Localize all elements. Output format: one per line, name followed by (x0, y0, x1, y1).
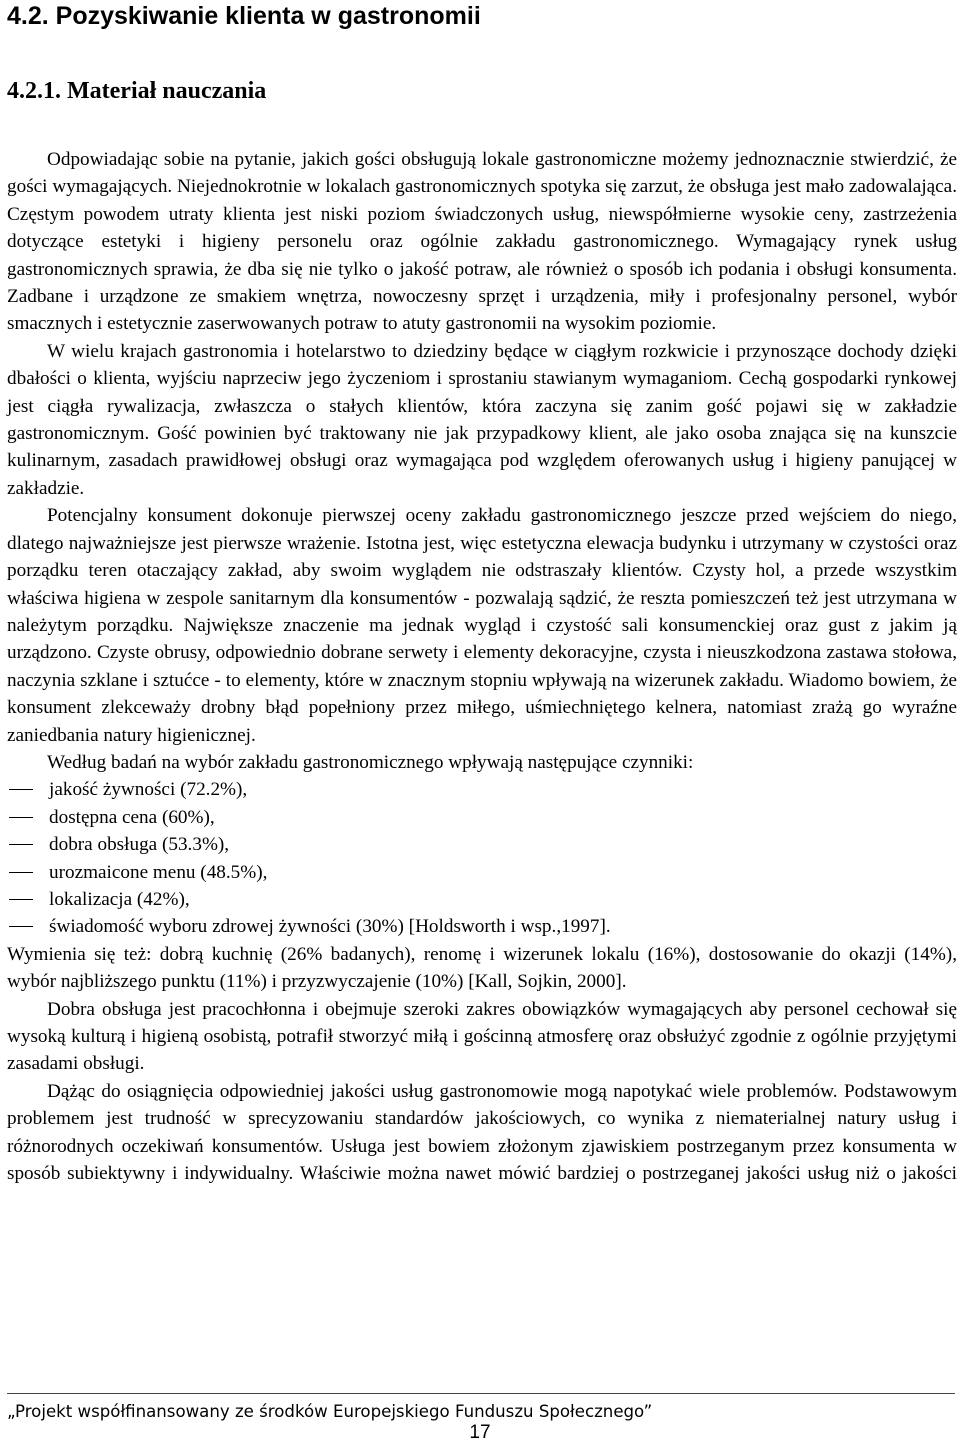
dash-bullet-icon (9, 899, 33, 900)
footer-divider (7, 1393, 955, 1394)
paragraph-6: Dobra obsługa jest pracochłonna i obejmuje szeroki zakres obowiązków wymagających aby personel cechował się wysoką kulturą i higieną osobistą, potrafił stworzyć miłą i gościnną atmosferę oraz obsłużyć zgodnie z ogólnie przyjętymi zasadami obsługi. (7, 998, 957, 1075)
list-item-text: dostępna cena (60%), (49, 806, 215, 828)
factors-list (7, 776, 957, 940)
paragraph-1: Odpowiadając sobie na pytanie, jakich gości obsługują lokale gastronomiczne możemy jednoznacznie stwierdzić, że gości wymagających. Niejednokrotnie w lokalach gastronomicznych spotyka się zarzut, że obsługa jest mało zadowalająca. Częstym powodem utraty klienta jest niski poziom świadczonych usług, niewspółmierne wysokie ceny, zastrzeżenia dotyczące estetyki i higieny personelu oraz ogólnie zakładu gastronomicznego. Wymagający rynek usług gastronomicznych sprawia, że dba się nie tylko o jakość potraw, ale również o sposób ich podania i obsługi konsumenta. Zadbane i urządzone ze smakiem wnętrza, nowoczesny sprzęt i urządzenia, miły i profesjonalny personel, wybór smacznych i estetycznie zaserwowanych potraw to atuty gastronomii na wysokim poziomie. (7, 149, 957, 335)
list-item (7, 776, 957, 803)
paragraph-2: W wielu krajach gastronomia i hotelarstwo to dziedziny będące w ciągłym rozkwicie i przynoszące dochody dzięki dbałości o klienta, wyjściu naprzeciw jego życzeniom i sprostaniu stawianym wymaganiom. Cechą gospodarki rynkowej jest ciągła rywalizacja, zwłaszcza o stałych klientów, która zaczyna się zanim gość pojawi się w zakładzie gastronomicznym. Gość powinien być traktowany nie jak przypadkowy klient, ale jako osoba znająca się na kunszcie kulinarnym, zasadach prawidłowej obsługi oraz wymagająca pod względem oferowanych usług i higieny panującej w zakładzie. (7, 340, 957, 499)
paragraph-7: Dążąc do osiągnięcia odpowiedniej jakości usług gastronomowie mogą napotykać wiele problemów. Podstawowym problemem jest trudność w sprecyzowaniu standardów jakościowych, co wynika z niematerialnej natury usług i różnorodnych oczekiwań konsumentów. Usługa jest bowiem złożonym zjawiskiem postrzeganym przez konsumenta w sposób subiektywny i indywidualny. Właściwie można nawet mówić bardziej o postrzeganej jakości usług niż o jakości (7, 1080, 957, 1185)
page-number: 17 (469, 1422, 491, 1443)
list-item (7, 913, 957, 940)
list-item-text: urozmaicone menu (48.5%), (49, 861, 268, 883)
subsection-title: 4.2.1. Materiał nauczania (7, 78, 267, 104)
paragraph-4: Według badań na wybór zakładu gastronomicznego wpływają następujące czynniki: (47, 751, 694, 773)
list-item (7, 886, 957, 913)
section-title: 4.2. Pozyskiwanie klienta w gastronomii (7, 2, 481, 30)
document-body (7, 146, 957, 1187)
dash-bullet-icon (9, 872, 33, 873)
paragraph-3: Potencjalny konsument dokonuje pierwszej oceny zakładu gastronomicznego jeszcze przed wejściem do niego, dlatego najważniejsze jest pierwsze wrażenie. Istotna jest, więc estetyczna elewacja budynku i utrzymany w czystości oraz porządku teren otaczający zakład, aby swoim wyglądem nie odstraszały klientów. Czysty hol, a przede wszystkim właściwa higiena w zespole sanitarnym dla konsumentów - pozwalają sądzić, że reszta pomieszczeń też jest utrzymana w należytym porządku. Największe znaczenie ma jednak wygląd i czystość sali konsumenckiej oraz gust z jakim ją urządzono. Czyste obrusy, odpowiednio dobrane serwety i elementy dekoracyjne, czysta i nieuszkodzona zastawa stołowa, naczynia szklane i sztućce - to elementy, które w znacznym stopniu wpływają na wizerunek zakładu. Wiadomo bowiem, że konsument zlekceważy drobny błąd popełniony przez miłego, uśmiechniętego kelnera, natomiast zrażą go wyraźne zaniedbania natury higienicznej. (7, 505, 957, 746)
dash-bullet-icon (9, 817, 33, 818)
list-item (7, 859, 957, 886)
dash-bullet-icon (9, 926, 33, 927)
list-item (7, 831, 957, 858)
list-item-text: jakość żywności (72.2%), (49, 779, 248, 801)
dash-bullet-icon (9, 789, 33, 790)
list-item-text: świadomość wyboru zdrowej żywności (30%) [Holdsworth i wsp.,1997]. (49, 916, 611, 938)
dash-bullet-icon (9, 844, 33, 845)
list-item-text: lokalizacja (42%), (49, 888, 190, 910)
list-item (7, 804, 957, 831)
list-item-text: dobra obsługa (53.3%), (49, 834, 230, 856)
paragraph-5: Wymienia się też: dobrą kuchnię (26% badanych), renomę i wizerunek lokalu (16%), dostosowanie do okazji (14%), wybór najbliższego punktu (11%) i przyzwyczajenie (10%) [Kall, Sojkin, 2000]. (7, 943, 957, 993)
footer-text: „Projekt współfinansowany ze środków Europejskiego Funduszu Społecznego” (7, 1402, 653, 1421)
